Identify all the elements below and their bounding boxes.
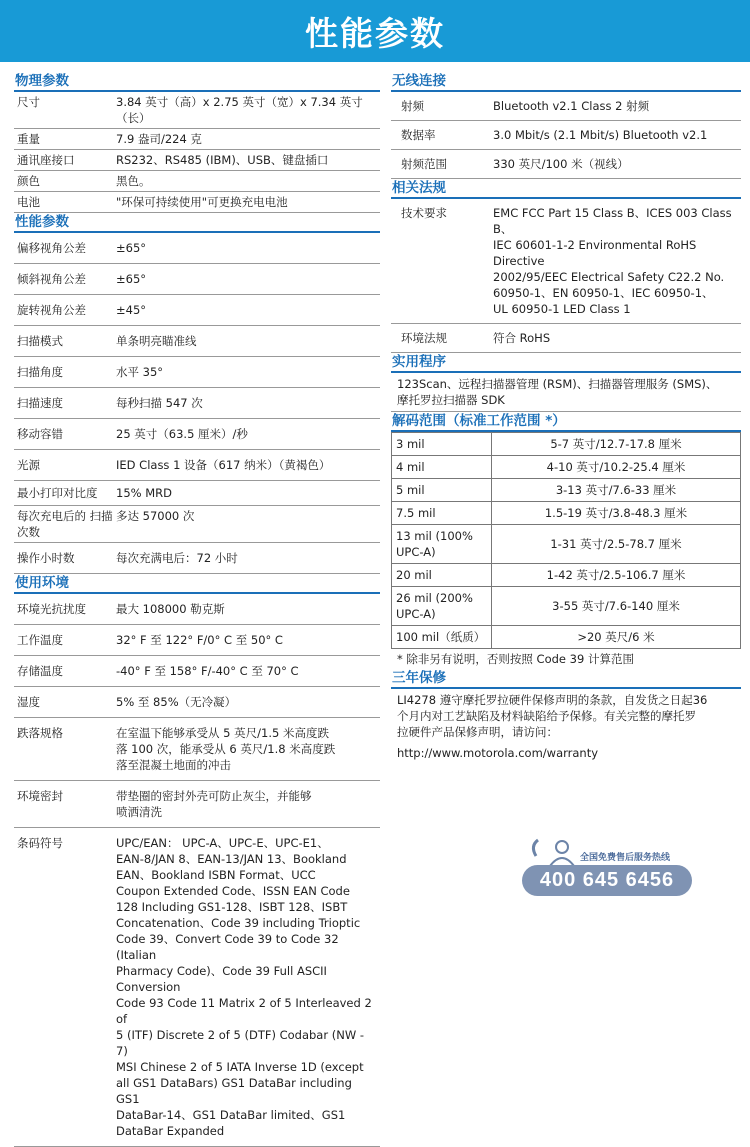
regulatory-row	[391, 324, 741, 353]
spec-value: 在室温下能够承受从 5 英尺/1.5 米高度跌 落 100 次，能承受从 6 英尺/1.8 米高度跌 落至混凝土地面的冲击	[116, 726, 336, 772]
spec-value: 330 英尺/100 米（视线）	[493, 157, 629, 171]
spec-label: 数据率	[401, 128, 436, 142]
support-agent-icon	[528, 836, 580, 868]
performance-row	[14, 419, 380, 450]
warranty-url[interactable]: http://www.motorola.com/warranty	[397, 746, 599, 760]
environment-row	[14, 594, 380, 625]
spec-value: 水平 35°	[116, 365, 164, 379]
environment-row	[14, 687, 380, 718]
wireless-row	[391, 92, 741, 121]
spec-label: 扫描速度	[17, 396, 63, 410]
spec-value: 每秒扫描 547 次	[116, 396, 203, 410]
spec-label: 环境光抗扰度	[17, 602, 86, 616]
regulatory-row	[391, 199, 741, 324]
environment-row	[14, 718, 380, 781]
physical-header: 物理参数	[14, 72, 380, 92]
software-header: 实用程序	[391, 353, 741, 373]
spec-label: 射频	[401, 99, 424, 113]
spec-value: 带垫圈的密封外壳可防止灰尘，并能够 喷洒清洗	[116, 789, 312, 819]
environment-row	[14, 828, 380, 1147]
spec-label: 尺寸	[17, 95, 40, 109]
spec-value: 25 英寸（63.5 厘米）/秒	[116, 427, 248, 441]
barcode-density: 26 mil (200% UPC-A)	[392, 587, 492, 626]
spec-label: 射频范围	[401, 157, 447, 171]
performance-row	[14, 506, 380, 543]
spec-value: UPC/EAN： UPC-A、UPC-E、UPC-E1、 EAN-8/JAN 8、EAN-13/JAN 13、Bookland EAN、Bookland ISBN Format、UCC Coupon Extended Code、ISSN EAN Code 128 Including GS1-128、ISBT 128、ISBT Concatenation、Code 39 including Trioptic Code 39、Convert Code 39 to Code 32 (Italian Pharmacy Code)、Code 39 Full ASCII Conversion Code 93 Code 11 Matrix 2 of 5 Interleaved 2 of 5 (ITF) Discrete 2 of 5 (DTF) Codabar (NW - 7) MSI Chinese 2 of 5 IATA Inverse 1D (except all GS1 DataBars) GS1 DataBar including GS1 DataBar-14、GS1 DataBar limited、GS1 DataBar Expanded	[116, 836, 372, 1138]
spec-value: ±45°	[116, 303, 147, 317]
spec-value: ±65°	[116, 272, 147, 286]
spec-label: 条码符号	[17, 836, 63, 850]
spec-value: 单条明亮瞄准线	[116, 334, 197, 348]
page-title: 性能参数	[305, 13, 445, 53]
wireless-row	[391, 121, 741, 150]
decode-row	[392, 626, 741, 649]
decode-range-table	[391, 432, 741, 649]
decode-footnote: * 除非另有说明，否则按照 Code 39 计算范围	[397, 652, 634, 666]
decode-row	[392, 564, 741, 587]
spec-label: 移动容错	[17, 427, 63, 441]
performance-row	[14, 481, 380, 506]
performance-row	[14, 233, 380, 264]
spec-label: 通讯座接口	[17, 153, 75, 167]
spec-label: 扫描角度	[17, 365, 63, 379]
wireless-header: 无线连接	[391, 72, 741, 92]
performance-row	[14, 264, 380, 295]
spec-value: EMC FCC Part 15 Class B、ICES 003 Class B、 IEC 60601-1-2 Environmental RoHS Directive 2002/95/EEC Electrical Safety C22.2 No. 60950-1、EN 60950-1、IEC 60950-1、 UL 60950-1 LED Class 1	[493, 206, 732, 316]
spec-value: 每次充满电后：72 小时	[116, 551, 238, 565]
performance-row	[14, 326, 380, 357]
spec-value: RS232、RS485 (IBM)、USB、键盘插口	[116, 153, 329, 167]
decode-row	[392, 433, 741, 456]
barcode-density: 100 mil（纸质）	[392, 626, 492, 649]
spec-label: 扫描模式	[17, 334, 63, 348]
decode-row	[392, 525, 741, 564]
spec-value: 最大 108000 勒克斯	[116, 602, 225, 616]
spec-value: 3.0 Mbit/s (2.1 Mbit/s) Bluetooth v2.1	[493, 128, 708, 142]
spec-value: 黑色。	[116, 174, 151, 188]
spec-label: 颜色	[17, 174, 40, 188]
performance-row	[14, 450, 380, 481]
spec-value: 5% 至 85%（无冷凝）	[116, 695, 237, 709]
physical-row	[14, 192, 380, 213]
physical-row	[14, 92, 380, 129]
spec-label: 偏移视角公差	[17, 241, 86, 255]
environment-header: 使用环境	[14, 574, 380, 594]
spec-label: 湿度	[17, 695, 40, 709]
hotline-badge	[522, 840, 694, 898]
warranty-header: 三年保修	[391, 669, 741, 689]
physical-row	[14, 129, 380, 150]
hotline-number: 400 645 6456	[522, 865, 692, 896]
physical-row	[14, 150, 380, 171]
spec-label: 电池	[17, 195, 40, 209]
spec-value: "环保可持续使用"可更换充电电池	[116, 195, 288, 209]
spec-label: 光源	[17, 458, 40, 472]
barcode-density: 5 mil	[392, 479, 492, 502]
right-column	[391, 72, 741, 763]
spec-value: -40° F 至 158° F/-40° C 至 70° C	[116, 664, 299, 678]
spec-value: 15% MRD	[116, 486, 172, 500]
decode-range: >20 英尺/6 米	[492, 626, 741, 649]
decode-range: 4-10 英寸/10.2-25.4 厘米	[492, 456, 741, 479]
spec-label: 工作温度	[17, 633, 63, 647]
spec-label: 存储温度	[17, 664, 63, 678]
performance-row	[14, 357, 380, 388]
spec-label: 环境密封	[17, 789, 63, 803]
spec-value: Bluetooth v2.1 Class 2 射频	[493, 99, 650, 113]
decode-range: 3-13 英寸/7.6-33 厘米	[492, 479, 741, 502]
spec-value: 32° F 至 122° F/0° C 至 50° C	[116, 633, 283, 647]
spec-label: 跌落规格	[17, 726, 63, 740]
spec-label: 重量	[17, 132, 40, 146]
performance-row	[14, 543, 380, 574]
performance-row	[14, 295, 380, 326]
software-text: 123Scan、远程扫描器管理 (RSM)、扫描器管理服务 (SMS)、 摩托罗拉扫描器 SDK	[391, 373, 741, 412]
spec-label: 最小打印对比度	[17, 486, 98, 500]
environment-row	[14, 781, 380, 828]
environment-row	[14, 625, 380, 656]
spec-value: 7.9 盎司/224 克	[116, 132, 202, 146]
title-banner	[0, 0, 750, 62]
barcode-density: 3 mil	[392, 433, 492, 456]
barcode-density: 7.5 mil	[392, 502, 492, 525]
spec-value: 符合 RoHS	[493, 331, 551, 345]
spec-label: 每次充电后的 扫描次数	[17, 509, 113, 539]
spec-value: ±65°	[116, 241, 147, 255]
spec-value: 多达 57000 次	[116, 509, 195, 523]
spec-label: 操作小时数	[17, 551, 75, 565]
decode-row	[392, 587, 741, 626]
decode-range: 5-7 英寸/12.7-17.8 厘米	[492, 433, 741, 456]
performance-header: 性能参数	[14, 213, 380, 233]
decode-range: 1-42 英寸/2.5-106.7 厘米	[492, 564, 741, 587]
spec-label: 倾斜视角公差	[17, 272, 86, 286]
regulatory-header: 相关法规	[391, 179, 741, 199]
spec-label: 技术要求	[401, 206, 447, 220]
barcode-density: 4 mil	[392, 456, 492, 479]
decode-row	[392, 502, 741, 525]
decode-range: 3-55 英寸/7.6-140 厘米	[492, 587, 741, 626]
spec-label: 环境法规	[401, 331, 447, 345]
spec-label: 旋转视角公差	[17, 303, 86, 317]
decode-header: 解码范围（标准工作范围 *）	[391, 412, 741, 432]
decode-row	[392, 479, 741, 502]
spec-value: IED Class 1 设备（617 纳米）（黄褐色）	[116, 458, 331, 472]
left-column	[14, 72, 380, 1147]
performance-row	[14, 388, 380, 419]
physical-row	[14, 171, 380, 192]
warranty-text: LI4278 遵守摩托罗拉硬件保修声明的条款，自发货之日起36 个月内对工艺缺陷及材料缺陷给予保修。有关完整的摩托罗 拉硬件产品保修声明，请访问：	[397, 693, 708, 739]
environment-row	[14, 656, 380, 687]
decode-range: 1.5-19 英寸/3.8-48.3 厘米	[492, 502, 741, 525]
hotline-label: 全国免费售后服务热线	[580, 853, 671, 863]
decode-row	[392, 456, 741, 479]
barcode-density: 13 mil (100% UPC-A)	[392, 525, 492, 564]
barcode-density: 20 mil	[392, 564, 492, 587]
decode-range: 1-31 英寸/2.5-78.7 厘米	[492, 525, 741, 564]
spec-value: 3.84 英寸（高）x 2.75 英寸（宽）x 7.34 英寸（长）	[116, 95, 363, 125]
wireless-row	[391, 150, 741, 179]
